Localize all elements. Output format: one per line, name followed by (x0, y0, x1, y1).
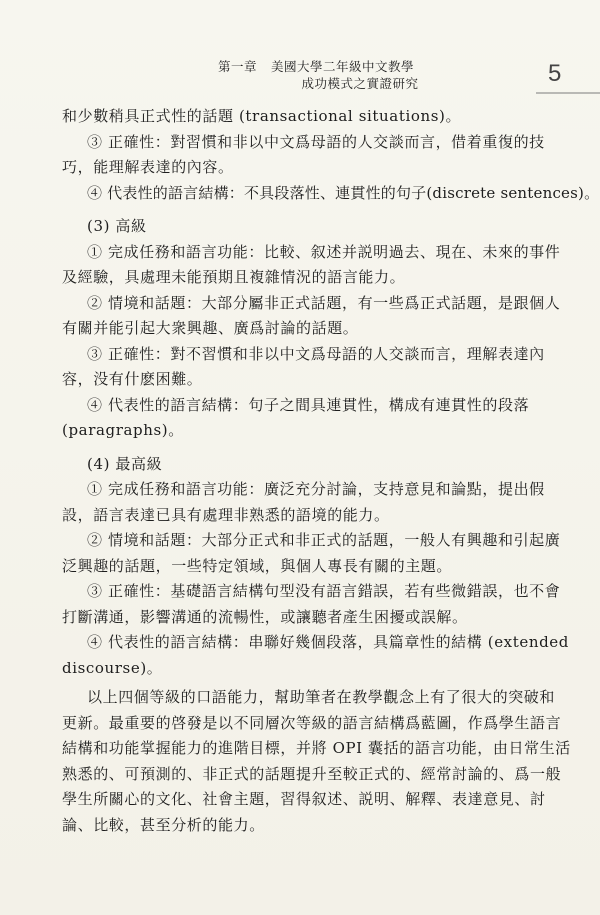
text-line: 更新。最重要的啓發是以不同層次等級的語言結構爲藍圖，作爲學生語言 (62, 713, 562, 732)
text-line: discourse)。 (62, 658, 163, 677)
body-text (62, 104, 600, 838)
text-line: ④ 代表性的語言結構：句子之間具連貫性，構成有連貫性的段落 (87, 395, 530, 414)
section-heading-superior: (4) 最高級 (87, 454, 163, 473)
text-line: 和少數稍具正式性的話題 (transactional situations)。 (62, 107, 462, 125)
text-line: ② 情境和話題：大部分屬非正式話題，有一些爲正式話題，是跟個人 (87, 293, 561, 312)
text-line: ① 完成任務和語言功能：比較、叙述并説明過去、現在、未來的事件 (87, 242, 561, 261)
text-line: ③ 正確性：基礎語言結構句型没有語言錯誤，若有些微錯誤，也不會 (87, 582, 561, 600)
section-heading-advanced: (3) 高級 (87, 217, 147, 235)
text-line: 有關并能引起大衆興趣、廣爲討論的話題。 (62, 319, 359, 337)
text-line: 打斷溝通，影響溝通的流暢性，或讓聽者產生困擾或誤解。 (62, 607, 468, 626)
running-header (0, 58, 600, 92)
text-line: 以上四個等級的口語能力，幫助筆者在教學觀念上有了很大的突破和 (87, 688, 556, 706)
text-line: ④ 代表性的語言結構：不具段落性、連貫性的句子(discrete sentences)。 (87, 183, 600, 202)
text-line: 熟悉的、可預測的、非正式的話題提升至較正式的、經常討論的、爲一般 (62, 764, 562, 783)
text-line: 巧，能理解表達的內容。 (62, 158, 234, 176)
chapter-label: 第一章 (217, 59, 257, 74)
text-line: 及經驗，具處理未能預期且複雜情況的語言能力。 (62, 268, 406, 286)
text-line: 學生所關心的文化、社會主題，習得叙述、説明、解釋、表達意見、討 (62, 790, 546, 808)
text-line: 論、比較，甚至分析的能力。 (62, 815, 265, 834)
text-line: 泛興趣的話題，一些特定領域，與個人專長有關的主題。 (62, 556, 453, 575)
header-title-line2: 成功模式之實證研究 (301, 76, 419, 91)
text-line: ③ 正確性：對習慣和非以中文爲母語的人交談而言，借着重復的技 (87, 132, 545, 151)
header-rule (536, 92, 600, 94)
text-line: (paragraphs)。 (62, 421, 184, 439)
text-line: ② 情境和話題：大部分正式和非正式的話題，一般人有興趣和引起廣 (87, 531, 561, 549)
running-header-line1 (0, 58, 600, 75)
text-line: 結構和功能掌握能力的進階目標，并將 OPI 囊括的語言功能，由日常生活 (62, 739, 571, 757)
text-line: 容，没有什麽困難。 (62, 370, 203, 388)
text-line: ① 完成任務和語言功能：廣泛充分討論，支持意見和論點，提出假 (87, 480, 545, 498)
page-number: 5 (548, 60, 562, 87)
text-line: 設，語言表達已具有處理非熟悉的語境的能力。 (62, 505, 390, 524)
header-title-line1: 美國大學二年級中文教學 (271, 59, 415, 74)
text-line: ③ 正確性：對不習慣和非以中文爲母語的人交談而言，理解表達內 (87, 344, 545, 363)
text-line: ④ 代表性的語言結構：串聯好幾個段落，具篇章性的結構 (extended (87, 633, 569, 651)
